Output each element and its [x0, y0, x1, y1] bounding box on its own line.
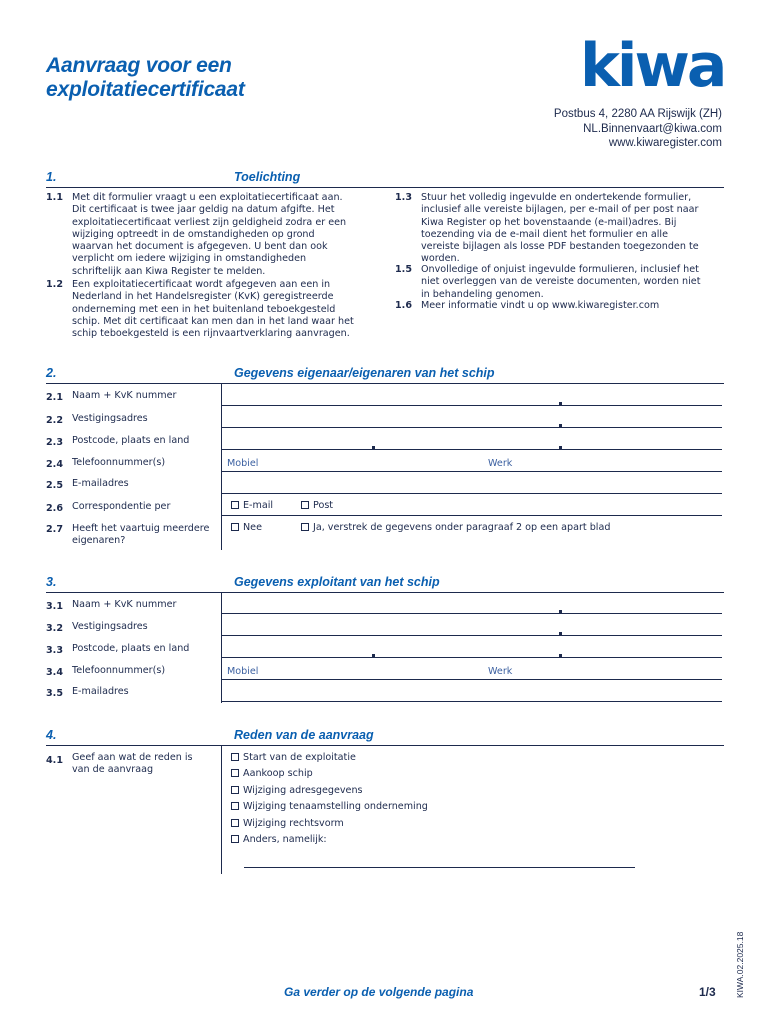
address-email[interactable]: NL.Binnenvaart@kiwa.com: [583, 122, 722, 135]
operator-phone-mobile-label: Mobiel: [227, 666, 259, 677]
paragraph-line: exploitatiecertificaat verliest zijn geldigheid zodra er een: [72, 216, 347, 228]
document-code: KIWA.02.2025.18: [735, 931, 745, 998]
paragraph-line: in behandeling genomen.: [421, 288, 544, 300]
row-3-4-number: 3.4: [46, 667, 63, 678]
kiwa-logo: [580, 32, 726, 94]
paragraph-1-1: [72, 192, 390, 278]
row-3-5-number: 3.5: [46, 688, 63, 699]
paragraph-line: schriftelijk aan Kiwa Register te melden.: [72, 265, 266, 277]
section-4-title: Reden van de aanvraag: [234, 728, 374, 742]
reason-label: Anders, namelijk:: [243, 834, 327, 845]
multiple-owners-no-label: Nee: [243, 522, 262, 533]
operator-phone-field[interactable]: [221, 679, 722, 680]
paragraph-line: Onvolledige of onjuist ingevulde formulieren, inclusief het: [421, 264, 699, 275]
reason-label: Wijziging rechtsvorm: [243, 818, 344, 829]
paragraph-line: vereiste bijlagen als losse PDF bestanden toegezonden te: [421, 241, 699, 253]
owner-phone-field[interactable]: [221, 471, 722, 472]
field-separator-tick: [559, 654, 562, 657]
checkbox-icon[interactable]: [231, 753, 239, 761]
row-3-1-label: Naam + KvK nummer: [72, 599, 177, 610]
row-4-1-label: [72, 752, 193, 777]
section-3-header: [46, 573, 724, 593]
paragraph-line: toezending via de e-mail dient het formulier en alle: [421, 228, 668, 240]
section-3-divider: [221, 593, 222, 703]
reason-other-option[interactable]: [231, 834, 327, 845]
address-website[interactable]: www.kiwaregister.com: [608, 137, 722, 149]
reason-purchase-ship-option[interactable]: [231, 768, 313, 779]
operator-name-kvk-field[interactable]: [221, 613, 722, 614]
operator-address-field[interactable]: [221, 635, 722, 636]
row-4-1-number: 4.1: [46, 755, 63, 766]
owner-postcode-city-country-field[interactable]: [221, 449, 722, 450]
row-divider: [221, 515, 722, 516]
paragraph-line: worden.: [421, 253, 460, 265]
paragraph-line: Een exploitatiecertificaat wordt afgegeven aan een in: [72, 279, 331, 290]
paragraph-line: Met dit formulier vraagt u een exploitatiecertificaat aan.: [72, 192, 343, 203]
row-3-2-number: 3.2: [46, 623, 63, 634]
paragraph-1-2-number: 1.2: [46, 279, 63, 290]
field-separator-tick: [372, 654, 375, 657]
row-2-3-label: Postcode, plaats en land: [72, 435, 190, 446]
page-number: 1/3: [699, 985, 716, 999]
row-2-1-number: 2.1: [46, 392, 63, 403]
paragraph-line: schip teboekgesteld is een rijnvaartverklaring aanvragen.: [72, 328, 350, 340]
section-1-header: [46, 168, 724, 188]
field-separator-tick: [372, 446, 375, 449]
field-separator-tick: [559, 446, 562, 449]
multiple-owners-yes-option[interactable]: [301, 522, 610, 533]
paragraph-1-5: [421, 264, 726, 301]
reason-start-exploitation-option[interactable]: [231, 752, 356, 763]
reason-other-input[interactable]: [244, 867, 635, 868]
row-2-5-number: 2.5: [46, 480, 63, 491]
multiple-owners-no-option[interactable]: [231, 522, 262, 533]
correspondence-post-label: Post: [313, 500, 334, 511]
kiwa-logo-text: kiwa: [580, 32, 725, 94]
paragraph-line: Nederland in het Handelsregister (KvK) geregistreerde: [72, 291, 334, 303]
section-2-title: Gegevens eigenaar/eigenaren van het schip: [234, 366, 495, 380]
row-3-1-number: 3.1: [46, 601, 63, 612]
owner-name-kvk-field[interactable]: [221, 405, 722, 406]
checkbox-icon[interactable]: [301, 501, 309, 509]
row-2-4-label: Telefoonnummer(s): [72, 457, 166, 468]
operator-email-field[interactable]: [221, 701, 722, 702]
paragraph-line: Meer informatie vindt u op www.kiwaregister.com: [421, 300, 660, 311]
row-2-2-label: Vestigingsadres: [72, 413, 148, 424]
field-separator-tick: [559, 402, 562, 405]
form-title-line1: Aanvraag voor een: [46, 54, 232, 77]
address-postbus: Postbus 4, 2280 AA Rijswijk (ZH): [553, 108, 722, 120]
multiple-owners-yes-label: Ja, verstrek de gegevens onder paragraaf 2 op een apart blad: [313, 522, 611, 533]
reason-label: Wijziging adresgegevens: [243, 785, 363, 796]
owner-phone-mobile-label: Mobiel: [227, 458, 259, 469]
field-separator-tick: [559, 610, 562, 613]
paragraph-line: Stuur het volledig ingevulde en ondertekende formulier,: [421, 192, 692, 203]
form-title-line2: exploitatiecertificaat: [46, 78, 245, 101]
row-3-4-label: Telefoonnummer(s): [72, 665, 166, 676]
section-2-divider: [221, 384, 222, 550]
row-3-3-label: Postcode, plaats en land: [72, 643, 190, 654]
paragraph-1-6: [421, 300, 726, 312]
reason-label: Aankoop schip: [243, 768, 313, 779]
row-2-2-number: 2.2: [46, 415, 63, 426]
checkbox-icon[interactable]: [231, 835, 239, 843]
checkbox-icon[interactable]: [231, 769, 239, 777]
paragraph-1-3-number: 1.3: [395, 192, 412, 203]
correspondence-email-option[interactable]: [231, 500, 273, 511]
checkbox-icon[interactable]: [231, 802, 239, 810]
checkbox-icon[interactable]: [231, 523, 239, 531]
section-4-number: 4.: [46, 728, 57, 742]
section-4-header: [46, 726, 724, 746]
row-2-4-number: 2.4: [46, 459, 63, 470]
section-3-title: Gegevens exploitant van het schip: [234, 575, 440, 589]
form-title: [46, 54, 245, 102]
paragraph-line: Kiwa Register op het bovenstaande (e-mail)adres. Bij: [421, 216, 677, 228]
paragraph-1-6-number: 1.6: [395, 300, 412, 311]
paragraph-line: inclusief alle vereiste bijlagen, per e-mail of per post naar: [421, 204, 699, 216]
paragraph-line: wijziging optreedt in de omstandigheden op grond: [72, 228, 315, 240]
owner-address-field[interactable]: [221, 427, 722, 428]
paragraph-1-2: [72, 279, 390, 340]
reason-address-change-option[interactable]: [231, 785, 363, 796]
field-separator-tick: [559, 632, 562, 635]
row-4-1-label-line1: Geef aan wat de reden is: [72, 752, 193, 763]
reason-label: Wijziging tenaamstelling onderneming: [243, 801, 428, 812]
row-2-3-number: 2.3: [46, 437, 63, 448]
field-separator-tick: [559, 424, 562, 427]
checkbox-icon[interactable]: [231, 786, 239, 794]
operator-phone-work-label: Werk: [488, 666, 513, 677]
section-3-number: 3.: [46, 575, 57, 589]
owner-email-field[interactable]: [221, 493, 722, 494]
operator-postcode-city-country-field[interactable]: [221, 657, 722, 658]
reason-company-name-change-option[interactable]: [231, 801, 428, 812]
section-2-number: 2.: [46, 366, 57, 380]
paragraph-line: waarvan het document is afgegeven. U bent dan ook: [72, 241, 328, 253]
checkbox-icon[interactable]: [301, 523, 309, 531]
continue-next-page-note: Ga verder op de volgende pagina: [284, 985, 474, 999]
row-2-1-label: Naam + KvK nummer: [72, 390, 177, 401]
reason-legal-form-change-option[interactable]: [231, 818, 344, 829]
row-3-2-label: Vestigingsadres: [72, 621, 148, 632]
section-2-header: [46, 364, 724, 384]
section-4-divider: [221, 746, 222, 874]
paragraph-line: Dit certificaat is twee jaar geldig na datum afgifte. Het: [72, 204, 335, 216]
paragraph-1-3: [421, 192, 726, 266]
section-1-number: 1.: [46, 170, 57, 184]
checkbox-icon[interactable]: [231, 501, 239, 509]
address-block: [554, 107, 722, 151]
row-2-7-number: 2.7: [46, 524, 63, 535]
section-1-title: Toelichting: [234, 170, 301, 184]
correspondence-email-label: E-mail: [243, 500, 274, 511]
paragraph-1-1-number: 1.1: [46, 192, 63, 203]
paragraph-line: verplicht om iedere wijziging in omstandigheden: [72, 253, 307, 265]
paragraph-line: niet overleggen van de vereiste documenten, worden niet: [421, 276, 701, 288]
row-2-5-label: E-mailadres: [72, 478, 129, 489]
row-3-5-label: E-mailadres: [72, 686, 129, 697]
row-3-3-number: 3.3: [46, 645, 63, 656]
row-4-1-label-line2: van de aanvraag: [72, 764, 154, 776]
reason-label: Start van de exploitatie: [243, 752, 356, 763]
row-2-7-label: Heeft het vaartuig meerdere eigenaren?: [72, 523, 210, 547]
row-2-6-label: Correspondentie per: [72, 501, 171, 512]
correspondence-post-option[interactable]: [301, 500, 333, 511]
paragraph-line: schip. Met dit certificaat kan men dan in het land waar het: [72, 315, 354, 327]
row-2-6-number: 2.6: [46, 503, 63, 514]
checkbox-icon[interactable]: [231, 819, 239, 827]
owner-phone-work-label: Werk: [488, 458, 513, 469]
paragraph-1-5-number: 1.5: [395, 264, 412, 275]
paragraph-line: onderneming met een in het buitenland teboekgesteld: [72, 303, 336, 315]
